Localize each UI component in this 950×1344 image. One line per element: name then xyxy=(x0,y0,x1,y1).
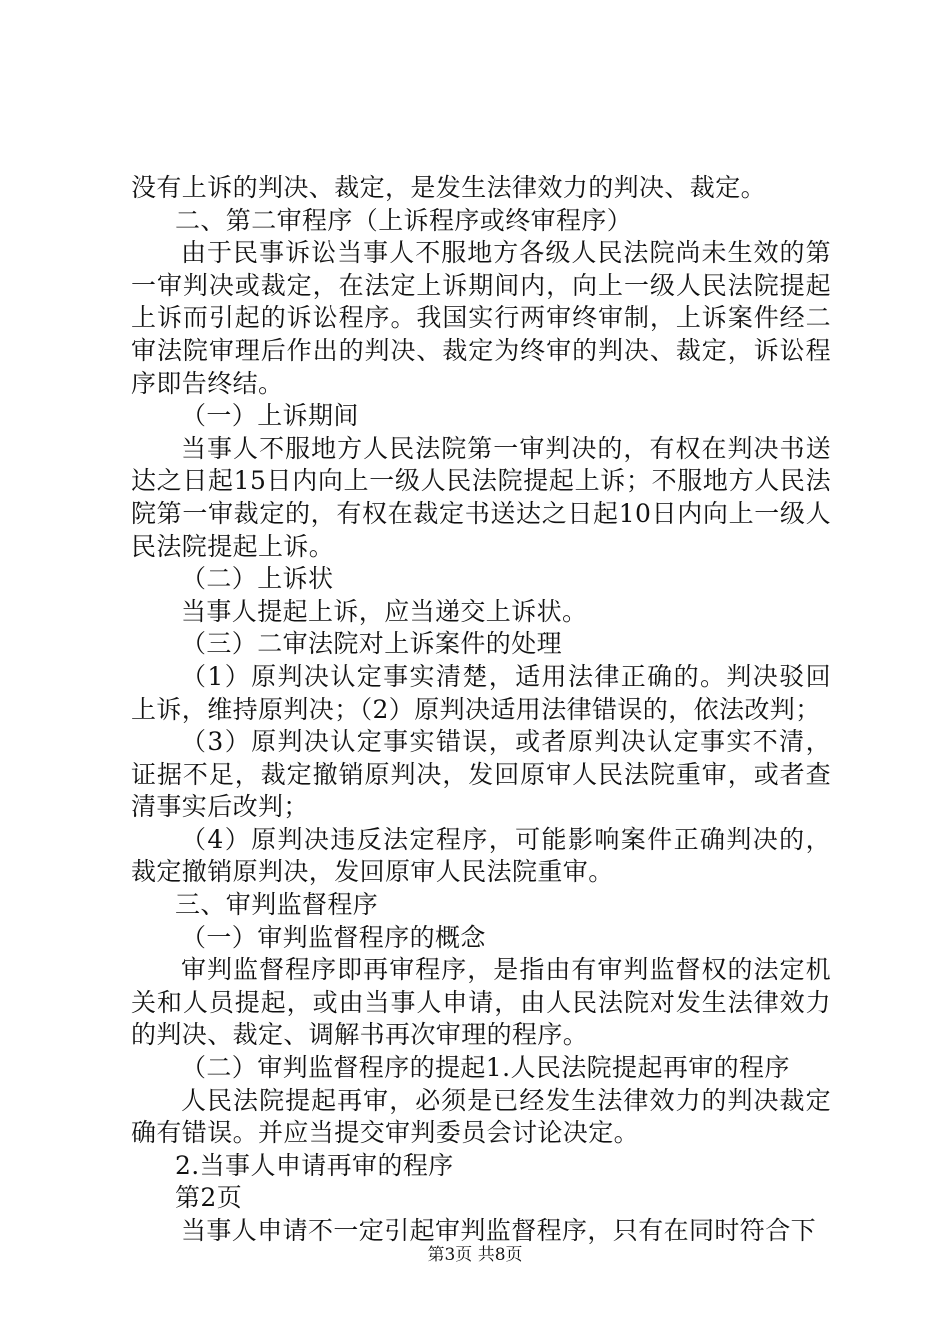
section-heading: 三、审判监督程序 xyxy=(175,890,379,920)
paragraph: 当事人申请不一定引起审判监督程序，只有在同时符合下 xyxy=(181,1216,817,1245)
paragraph: 当事人不服地方人民法院第一审判决的，有权在判决书送达之日起15日内向上一级人民法院提起上诉；不服地方人民法院第一审裁定的，有权在裁定书送达之日起10日内向上一级人民法院提起上诉。 xyxy=(131,433,831,561)
subsection-heading: 2.当事人申请再审的程序 xyxy=(175,1150,454,1180)
page-number-label: 第3页 共8页 xyxy=(427,1245,523,1265)
paragraph: 审判监督程序即再审程序，是指由有审判监督权的法定机关和人员提起，或由当事人申请，由人民法院对发生法律效力的判决、裁定、调解书再次审理的程序。 xyxy=(131,955,831,1050)
subsection-heading: （二）上诉状 xyxy=(181,564,334,594)
paragraph: 没有上诉的判决、裁定，是发生法律效力的判决、裁定。 xyxy=(131,173,767,202)
paragraph: 当事人提起上诉，应当递交上诉状。 xyxy=(181,596,588,626)
list-item: （1）原判决认定事实清楚，适用法律正确的。判决驳回上诉，维持原判决；（2）原判决适用法律错误的，依法改判； xyxy=(131,661,831,724)
paragraph: 由于民事诉讼当事人不服地方各级人民法院尚未生效的第一审判决或裁定，在法定上诉期间内，向上一级人民法院提起上诉而引起的诉讼程序。我国实行两审终审制，上诉案件经二审法院审理后作出的判决、裁定为终审的判决、裁定，诉讼程序即告终结。 xyxy=(131,238,831,398)
inline-page-marker: 第2页 xyxy=(175,1183,243,1213)
paragraph: 人民法院提起再审，必须是已经发生法律效力的判决裁定确有错误。并应当提交审判委员会讨论决定。 xyxy=(131,1085,831,1148)
section-heading: 二、第二审程序（上诉程序或终审程序） xyxy=(175,205,633,235)
subsection-heading: （一）上诉期间 xyxy=(181,401,359,431)
subsection-heading: （一）审判监督程序的概念 xyxy=(181,922,486,952)
document-body xyxy=(131,172,831,1248)
page-footer xyxy=(0,1243,950,1267)
subsection-heading: （二）审判监督程序的提起1.人民法院提起再审的程序 xyxy=(181,1053,790,1083)
list-item: （3）原判决认定事实错误，或者原判决认定事实不清，证据不足，裁定撤销原判决，发回原审人民法院重审，或者查清事实后改判； xyxy=(131,727,831,822)
subsection-heading: （三）二审法院对上诉案件的处理 xyxy=(181,629,563,659)
list-item: （4）原判决违反法定程序，可能影响案件正确判决的，裁定撤销原判决，发回原审人民法院重审。 xyxy=(131,824,831,887)
